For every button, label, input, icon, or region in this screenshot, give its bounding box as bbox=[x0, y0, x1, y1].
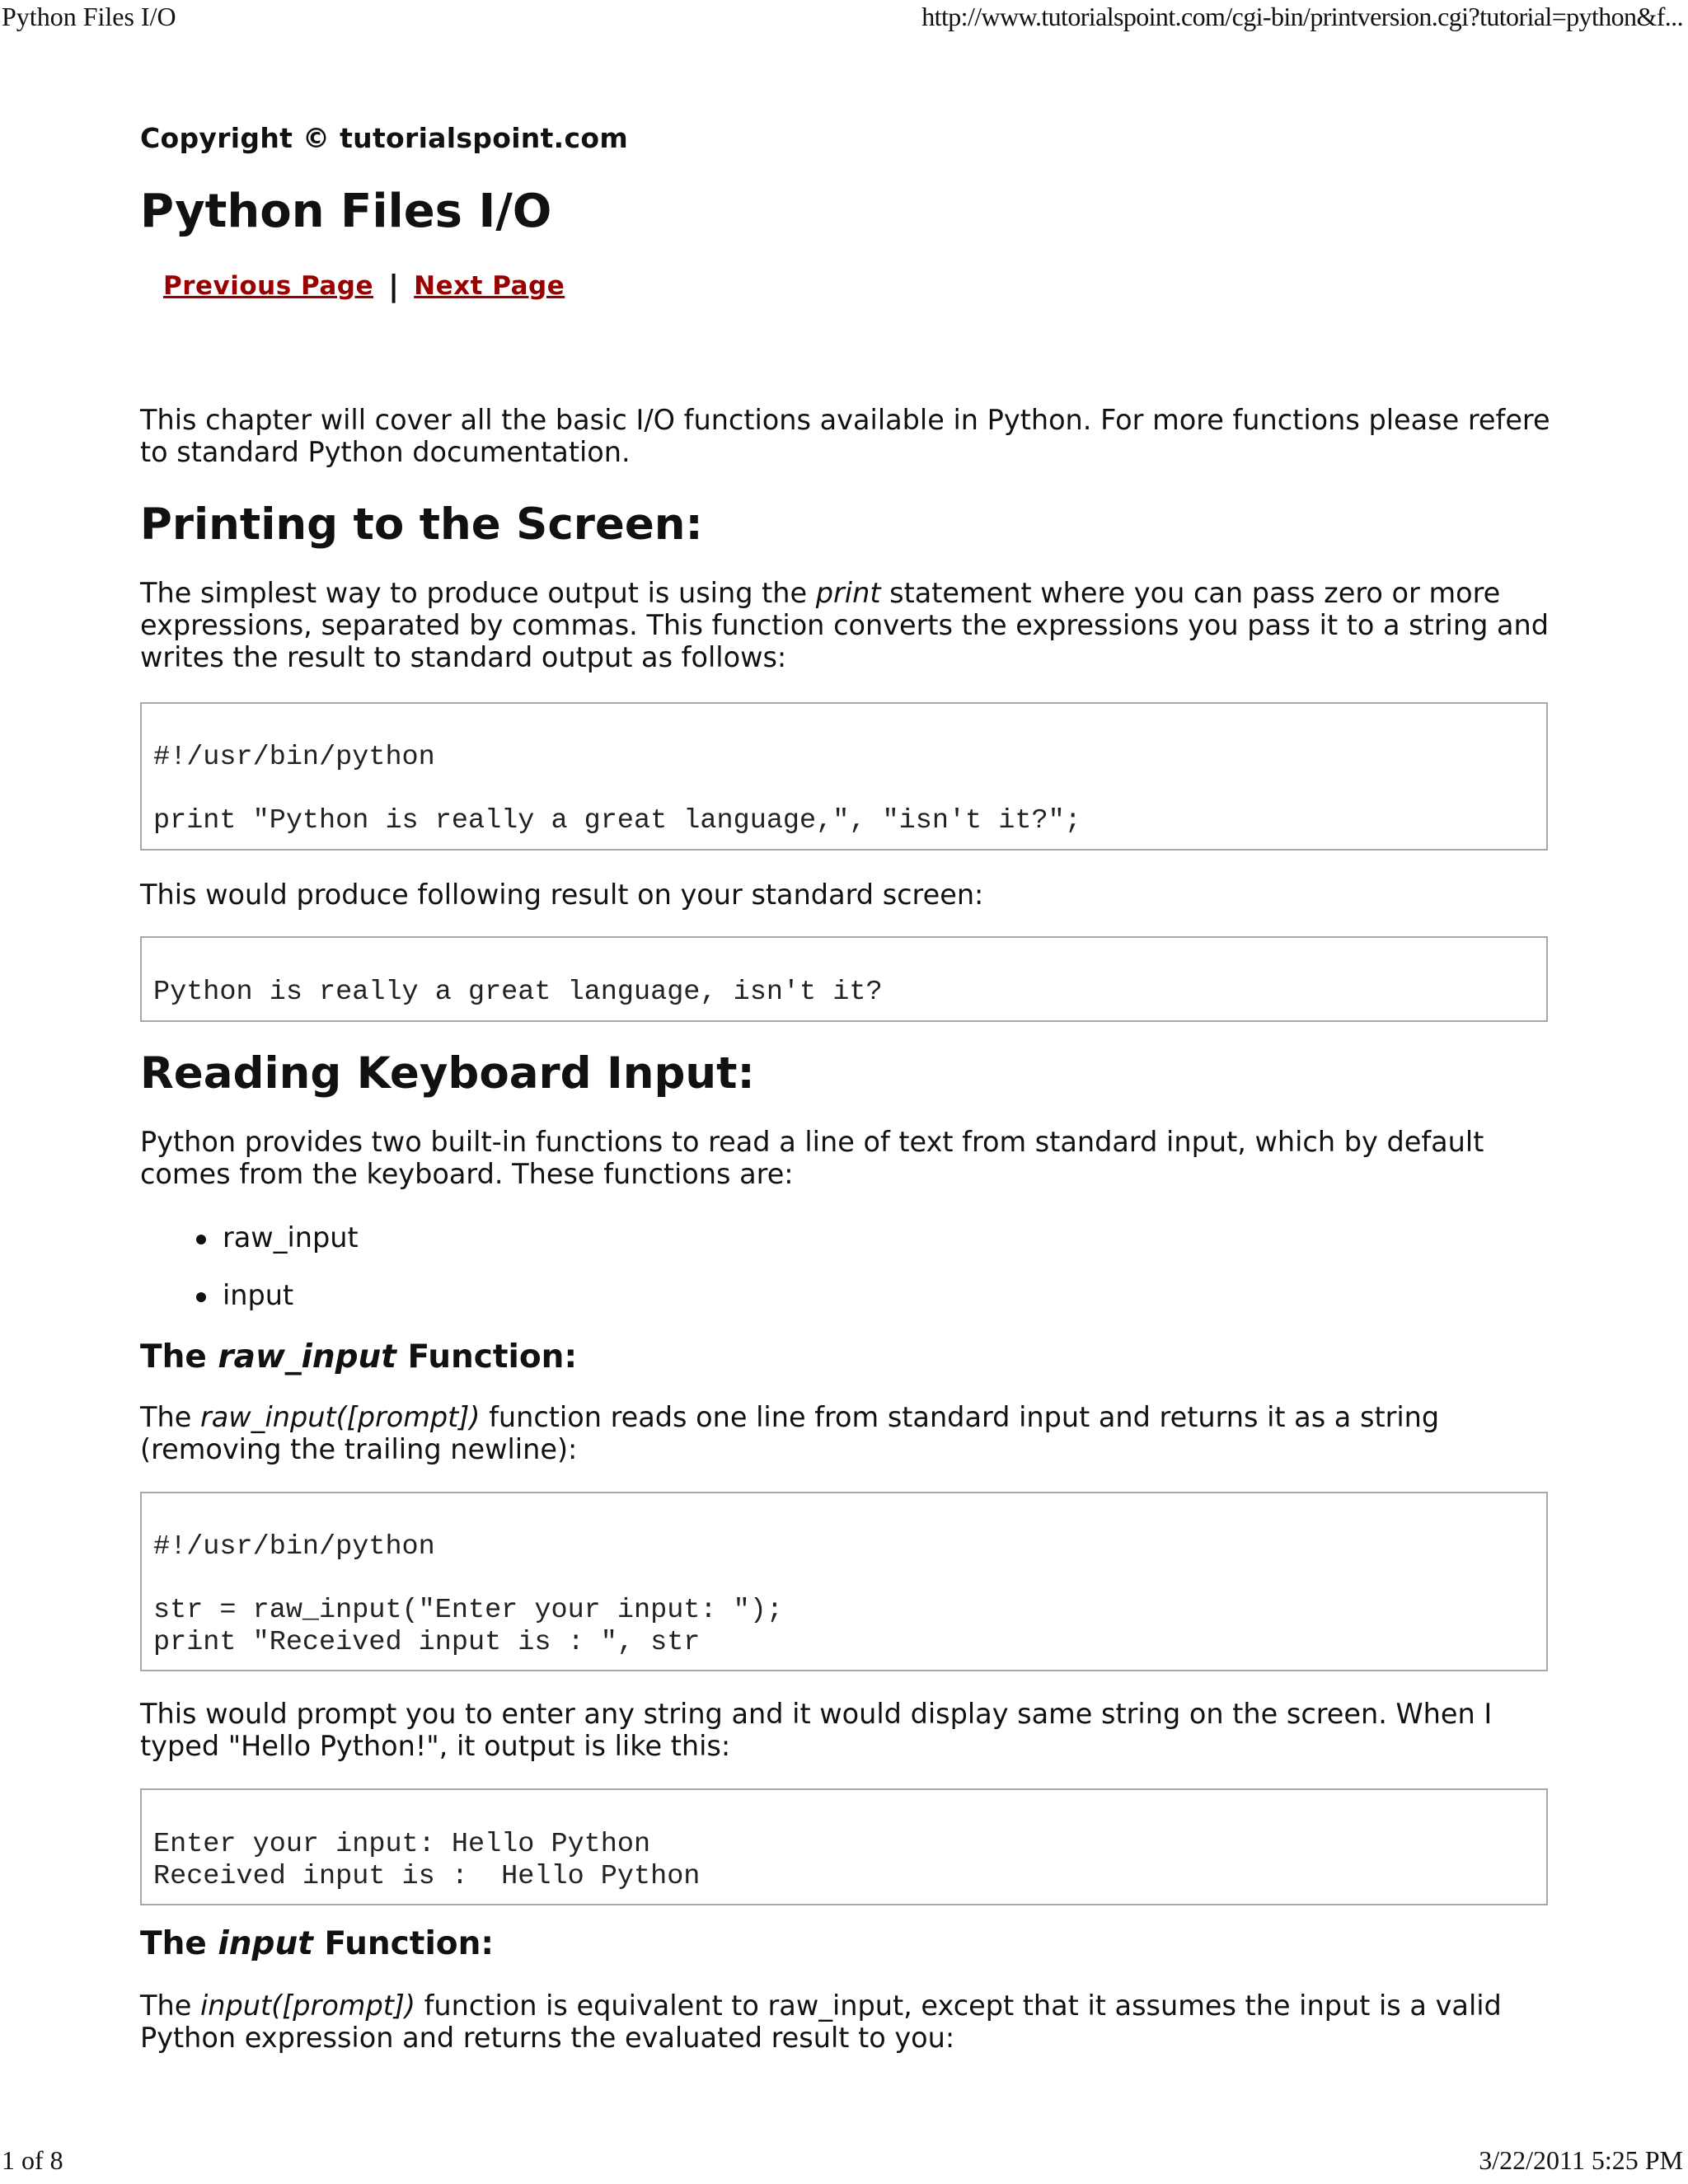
output-block-print bbox=[140, 936, 1548, 1022]
heading-suffix: Function: bbox=[312, 1925, 494, 1962]
code-raw-input: #!/usr/bin/python str = raw_input("Enter your input: "); print "Received input is : ", str bbox=[153, 1531, 783, 1658]
output-print: Python is really a great language, isn't it? bbox=[153, 977, 883, 1008]
printing-para-text-rest: statement where you can pass zero or more expressions, separated by commas. This function converts the expressions you pass it to a string and writes the result to standard output as follows: bbox=[140, 577, 1550, 673]
nav-separator: | bbox=[388, 269, 400, 303]
print-keyword: print bbox=[815, 577, 881, 609]
input-paragraph bbox=[140, 1990, 1551, 2054]
printing-paragraph bbox=[140, 577, 1551, 673]
heading-suffix: Function: bbox=[396, 1338, 578, 1376]
intro-paragraph: This chapter will cover all the basic I/O functions available in Python. For more functions please refere to standard Python documentation. bbox=[140, 404, 1550, 468]
footer-datetime: 3/22/2011 5:25 PM bbox=[1479, 2145, 1683, 2175]
list-item: raw_input bbox=[140, 1221, 359, 1279]
header-url: http://www.tutorialspoint.com/cgi-bin/printversion.cgi?tutorial=python&f... bbox=[921, 2, 1683, 31]
reading-paragraph: Python provides two built-in functions to read a line of text from standard input, which by default comes from the keyboard. These functions are: bbox=[140, 1126, 1484, 1190]
raw-input-para-text-rest: function reads one line from standard input and returns it as a string (removing the trailing newline): bbox=[140, 1401, 1440, 1465]
print-header bbox=[0, 2, 1688, 35]
input-para-text: The bbox=[140, 1990, 200, 2022]
heading-prefix: The bbox=[140, 1925, 218, 1962]
header-doc-title: Python Files I/O bbox=[2, 2, 176, 31]
next-page-link[interactable]: Next Page bbox=[414, 271, 565, 301]
code-print: #!/usr/bin/python print "Python is really a great language,", "isn't it?"; bbox=[153, 742, 1081, 837]
raw-input-result-intro: This would prompt you to enter any string and it would display same string on the screen. When I typed "Hello Python!", it output is like this: bbox=[140, 1698, 1493, 1762]
input-signature: input([prompt]) bbox=[199, 1990, 415, 2022]
section-heading-raw-input bbox=[140, 1338, 577, 1376]
code-block-print bbox=[140, 702, 1548, 851]
heading-function-name: input bbox=[218, 1925, 313, 1962]
input-functions-list bbox=[140, 1221, 359, 1337]
code-block-raw-input bbox=[140, 1492, 1548, 1671]
raw-input-para-text: The bbox=[140, 1401, 200, 1433]
section-heading-input bbox=[140, 1925, 494, 1962]
raw-input-signature: raw_input([prompt]) bbox=[199, 1401, 481, 1433]
raw-input-paragraph bbox=[140, 1401, 1551, 1465]
list-item: input bbox=[140, 1279, 359, 1337]
print-footer bbox=[0, 2145, 1688, 2178]
input-para-text-rest: function is equivalent to raw_input, except that it assumes the input is a valid Python expression and returns the evaluated result to you: bbox=[140, 1990, 1502, 2054]
footer-page-indicator: 1 of 8 bbox=[2, 2145, 63, 2175]
copyright-notice: Copyright © tutorialspoint.com bbox=[140, 122, 629, 154]
print-result-intro: This would produce following result on your standard screen: bbox=[140, 879, 984, 911]
output-block-raw-input bbox=[140, 1788, 1548, 1905]
previous-page-link[interactable]: Previous Page bbox=[163, 271, 373, 301]
section-heading-printing: Printing to the Screen: bbox=[140, 499, 703, 550]
printing-para-text: The simplest way to produce output is using the bbox=[140, 577, 816, 609]
section-heading-reading: Reading Keyboard Input: bbox=[140, 1048, 755, 1099]
page-navigation bbox=[163, 268, 565, 302]
page-title: Python Files I/O bbox=[140, 185, 552, 238]
heading-function-name: raw_input bbox=[218, 1338, 396, 1376]
heading-prefix: The bbox=[140, 1338, 218, 1376]
output-raw-input: Enter your input: Hello Python Received input is : Hello Python bbox=[153, 1829, 701, 1892]
